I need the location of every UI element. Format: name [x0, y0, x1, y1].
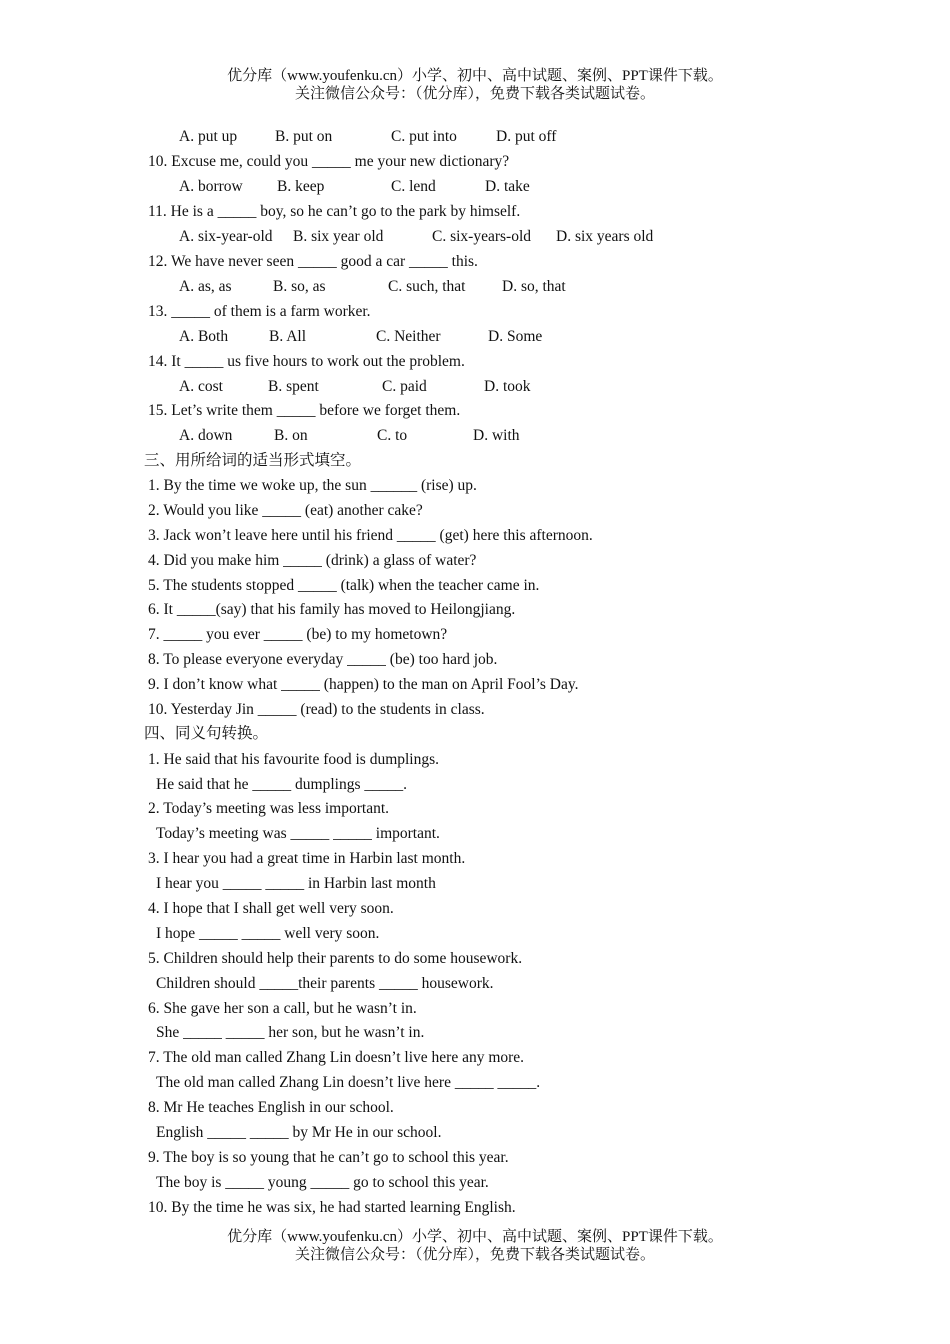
list-item-answer: She _____ _____ her son, but he wasn’t in. — [156, 1024, 425, 1041]
list-item-answer: He said that he _____ dumplings _____. — [156, 776, 407, 793]
option-d: D. take — [485, 178, 530, 195]
option-c: C. put into — [391, 128, 457, 145]
option-a: A. cost — [179, 378, 223, 395]
question-12: 12. We have never seen _____ good a car _____ this. — [148, 253, 478, 270]
list-item: 7. _____ you ever _____ (be) to my hometown? — [148, 626, 448, 643]
option-b: B. so, as — [273, 278, 326, 295]
option-b: B. spent — [268, 378, 319, 395]
option-b: B. keep — [277, 178, 325, 195]
question-13: 13. _____ of them is a farm worker. — [148, 303, 371, 320]
list-item: 3. I hear you had a great time in Harbin last month. — [148, 850, 466, 867]
option-c: C. to — [377, 427, 408, 444]
list-item: 4. I hope that I shall get well very soon. — [148, 900, 394, 917]
option-d: D. put off — [496, 128, 557, 145]
list-item: 8. To please everyone everyday _____ (be) too hard job. — [148, 651, 498, 668]
list-item: 2. Today’s meeting was less important. — [148, 800, 389, 817]
option-d: D. six years old — [556, 228, 654, 245]
list-item: 10. Yesterday Jin _____ (read) to the students in class. — [148, 701, 485, 718]
footer-line-2: 关注微信公众号：（优分库），免费下载各类试题试卷。 — [294, 1247, 655, 1263]
section-4-title: 四、同义句转换。 — [144, 725, 269, 742]
footer-line-1: 优分库（www.youfenku.cn）小学、初中、高中试题、案例、PPT课件下载。 — [227, 1229, 723, 1245]
page-footer — [0, 1228, 950, 1264]
option-a: A. borrow — [179, 178, 243, 195]
option-a: A. Both — [179, 328, 229, 345]
list-item: 6. It _____(say) that his family has moved to Heilongjiang. — [148, 601, 516, 618]
list-item-answer: The old man called Zhang Lin doesn’t live here _____ _____. — [156, 1074, 541, 1091]
list-item: 9. I don’t know what _____ (happen) to the man on April Fool’s Day. — [148, 676, 579, 693]
list-item: 3. Jack won’t leave here until his friend _____ (get) here this afternoon. — [148, 527, 593, 544]
option-c: C. six-years-old — [432, 228, 532, 245]
list-item: 2. Would you like _____ (eat) another cake? — [148, 502, 423, 519]
option-d: D. so, that — [502, 278, 566, 295]
list-item-answer: I hope _____ _____ well very soon. — [156, 925, 380, 942]
option-d: D. Some — [488, 328, 543, 345]
section-3-title: 三、用所给词的适当形式填空。 — [144, 452, 362, 469]
option-c: C. such, that — [388, 278, 466, 295]
list-item-answer: English _____ _____ by Mr He in our school. — [156, 1124, 442, 1141]
list-item-answer: The boy is _____ young _____ go to school this year. — [156, 1174, 489, 1191]
option-a: A. as, as — [179, 278, 232, 295]
question-11: 11. He is a _____ boy, so he can’t go to the park by himself. — [148, 203, 521, 220]
list-item: 1. By the time we woke up, the sun ______ (rise) up. — [148, 477, 477, 494]
list-item: 4. Did you make him _____ (drink) a glass of water? — [148, 552, 477, 569]
list-item: 6. She gave her son a call, but he wasn’t in. — [148, 1000, 417, 1017]
question-10: 10. Excuse me, could you _____ me your new dictionary? — [148, 153, 510, 170]
header-line-1: 优分库（www.youfenku.cn）小学、初中、高中试题、案例、PPT课件下载。 — [227, 68, 723, 84]
list-item: 1. He said that his favourite food is dumplings. — [148, 751, 440, 768]
option-b: B. All — [269, 328, 307, 345]
list-item-answer: Children should _____their parents _____ housework. — [156, 975, 494, 992]
option-c: C. paid — [382, 378, 427, 395]
page-header — [0, 67, 950, 103]
option-b: B. six year old — [293, 228, 384, 245]
question-14: 14. It _____ us five hours to work out the problem. — [148, 353, 465, 370]
header-line-2: 关注微信公众号：（优分库），免费下载各类试题试卷。 — [294, 86, 655, 102]
question-15: 15. Let’s write them _____ before we forget them. — [148, 402, 461, 419]
option-a: A. six-year-old — [179, 228, 273, 245]
option-a: A. put up — [179, 128, 238, 145]
option-b: B. put on — [275, 128, 333, 145]
list-item: 10. By the time he was six, he had started learning English. — [148, 1199, 516, 1216]
option-b: B. on — [274, 427, 308, 444]
option-c: C. Neither — [376, 328, 441, 345]
list-item: 7. The old man called Zhang Lin doesn’t live here any more. — [148, 1049, 525, 1066]
list-item: 9. The boy is so young that he can’t go to school this year. — [148, 1149, 509, 1166]
option-d: D. took — [484, 378, 531, 395]
list-item: 5. Children should help their parents to do some housework. — [148, 950, 523, 967]
option-c: C. lend — [391, 178, 436, 195]
list-item-answer: I hear you _____ _____ in Harbin last month — [156, 875, 436, 892]
list-item: 5. The students stopped _____ (talk) when the teacher came in. — [148, 577, 540, 594]
list-item-answer: Today’s meeting was _____ _____ important. — [156, 825, 440, 842]
option-d: D. with — [473, 427, 520, 444]
option-a: A. down — [179, 427, 233, 444]
list-item: 8. Mr He teaches English in our school. — [148, 1099, 394, 1116]
